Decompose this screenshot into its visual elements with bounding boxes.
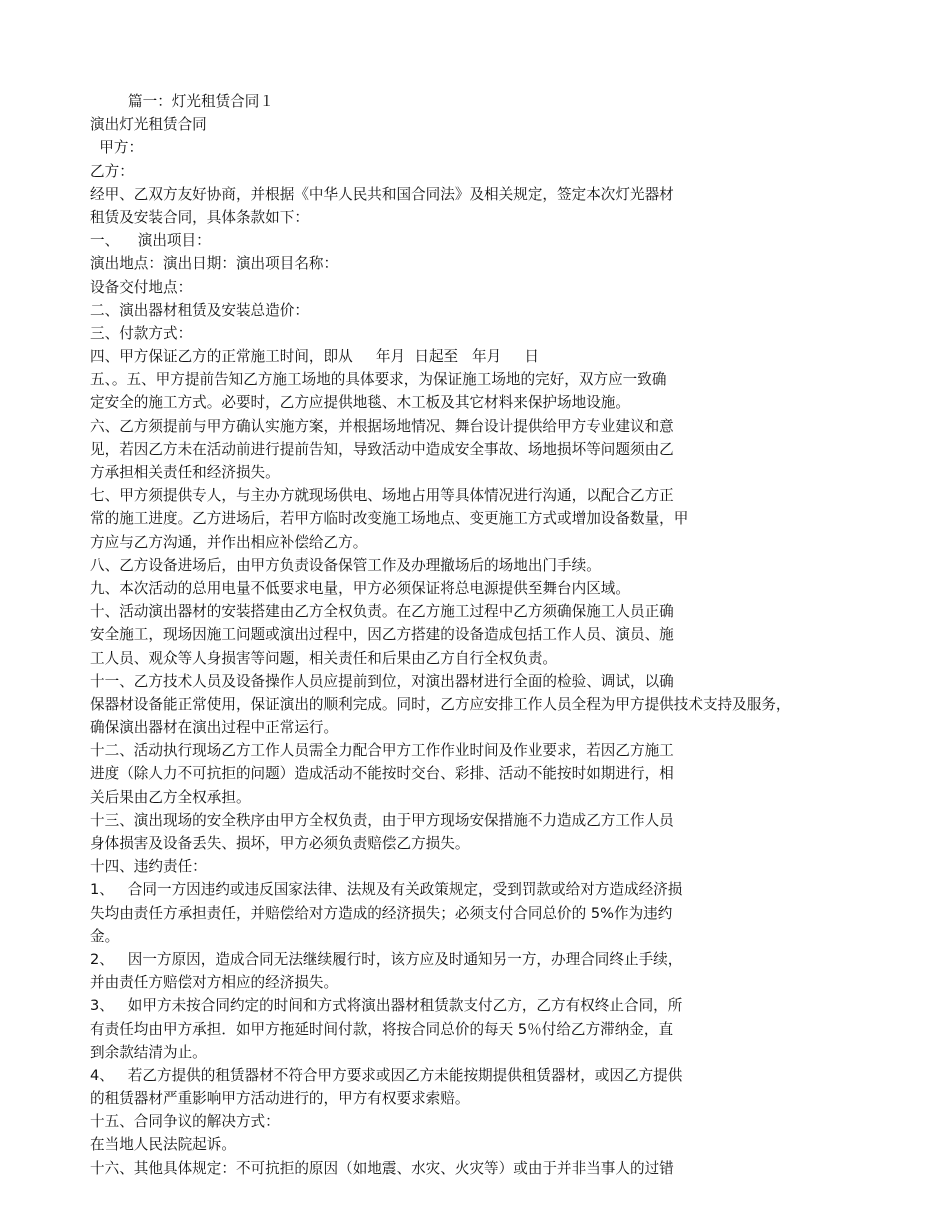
clause-line: 确保演出器材在演出过程中正常运行。 [90, 719, 339, 737]
clause-line: 的租赁器材严重影响甲方活动进行的，甲方有权要求索赔。 [90, 1090, 470, 1108]
clause-line: 到余款结清为止。 [90, 1043, 207, 1061]
clause-line: 九、本次活动的总用电量不低要求电量，甲方必须保证将总电源提供至舞台内区域。 [90, 579, 630, 597]
clause-line: 四、甲方保证乙方的正常施工时间，即从 年月 日起至 年月 日 [90, 348, 540, 366]
clause-line: 十一、乙方技术人员及设备操作人员应提前到位，对演出器材进行全面的检验、调试，以确 [90, 672, 674, 690]
clause-line: 在当地人民法院起诉。 [90, 1136, 236, 1154]
clause-line: 见，若因乙方未在活动前进行提前告知，导致活动中造成安全事故、场地损坏等问题须由乙 [90, 440, 674, 458]
clause-line: 三、付款方式： [90, 324, 193, 342]
preamble-line: 租赁及安装合同，具体条款如下： [90, 208, 309, 226]
clause-line: 一、 演出项目： [90, 232, 211, 250]
preamble-line: 经甲、乙双方友好协商，并根据《中华人民共和国合同法》及相关规定，签定本次灯光器材 [90, 185, 674, 203]
clause-line: 十四、违约责任： [90, 858, 207, 876]
clause-line: 有责任均由甲方承担．如甲方拖延时间付款，将按合同总价的每天 5％付给乙方滞纳金，直 [90, 1020, 674, 1038]
clause-line: 六、乙方须提前与甲方确认实施方案，并根据场地情况、舞台设计提供给甲方专业建议和意 [90, 417, 674, 435]
clause-line: 安全施工，现场因施工问题或演出过程中，因乙方搭建的设备造成包括工作人员、演员、施 [90, 626, 674, 644]
clause-line: 并由责任方赔偿对方相应的经济损失。 [90, 974, 339, 992]
party-a-line: 甲方： [90, 139, 144, 157]
clause-line: 1、 合同一方因违约或违反国家法律、法规及有关政策规定，受到罚款或给对方造成经济损 [90, 881, 683, 899]
clause-line: 八、乙方设备进场后，由甲方负责设备保管工作及办理撤场后的场地出门手续。 [90, 556, 601, 574]
clause-line: 十、活动演出器材的安装搭建由乙方全权负责。在乙方施工过程中乙方须确保施工人员正确 [90, 603, 674, 621]
clause-line: 十六、其他具体规定：不可抗拒的原因（如地震、水灾、火灾等）或由于并非当事人的过错 [90, 1159, 674, 1177]
clause-line: 关后果由乙方全权承担。 [90, 788, 251, 806]
clause-line: 2、 因一方原因，造成合同无法继续履行时，该方应及时通知另一方，办理合同终止手续， [90, 950, 683, 968]
clause-line: 金。 [90, 927, 120, 945]
clause-line: 定安全的施工方式。必要时，乙方应提供地毯、木工板及其它材料来保护场地设施。 [90, 394, 630, 412]
clause-line: 十三、演出现场的安全秩序由甲方全权负责，由于甲方现场安保措施不力造成乙方工作人员 [90, 811, 674, 829]
clause-line: 身体损害及设备丢失、损坏，甲方必须负责赔偿乙方损失。 [90, 835, 470, 852]
contract-document [90, 90, 870, 1180]
clause-line: 演出地点：演出日期：演出项目名称： [90, 255, 339, 273]
clause-line: 保器材设备能正常使用，保证演出的顺利完成。同时，乙方应安排工作人员全程为甲方提供技术支持及服务， [90, 695, 791, 713]
clause-line: 七、甲方须提供专人，与主办方就现场供电、场地占用等具体情况进行沟通，以配合乙方正 [90, 487, 674, 505]
clause-line: 十五、合同争议的解决方式： [90, 1113, 280, 1131]
clause-line: 方承担相关责任和经济损失。 [90, 464, 280, 481]
clause-line: 工人员、观众等人身损害等问题，相关责任和后果由乙方自行全权负责。 [90, 649, 558, 667]
clause-line: 4、 若乙方提供的租赁器材不符合甲方要求或因乙方未能按期提供租赁器材，或因乙方提供 [90, 1066, 683, 1084]
clause-line: 3、 如甲方未按合同约定的时间和方式将演出器材租赁款支付乙方，乙方有权终止合同，所 [90, 997, 683, 1015]
contract-title: 演出灯光租赁合同 [90, 116, 207, 134]
clause-line: 方应与乙方沟通，并作出相应补偿给乙方。 [90, 533, 368, 551]
clause-line: 五、。五、甲方提前告知乙方施工场地的具体要求，为保证施工场地的完好，双方应一致确 [90, 371, 667, 389]
clause-line: 进度（除人力不可抗拒的问题）造成活动不能按时交台、彩排、活动不能按时如期进行，相 [90, 765, 674, 783]
clause-line: 常的施工进度。乙方进场后，若甲方临时改变施工场地点、变更施工方式或增加设备数量，甲 [90, 510, 689, 528]
party-b-line: 乙方： [90, 162, 134, 180]
document-heading: 篇一：灯光租赁合同１ [128, 93, 274, 110]
clause-line: 设备交付地点： [90, 278, 193, 296]
clause-line: 十二、活动执行现场乙方工作人员需全力配合甲方工作作业时间及作业要求，若因乙方施工 [90, 742, 674, 760]
clause-line: 失均由责任方承担责任，并赔偿给对方造成的经济损失；必须支付合同总价的 5%作为违约 [90, 904, 673, 922]
clause-line: 二、演出器材租赁及安装总造价： [90, 301, 309, 319]
